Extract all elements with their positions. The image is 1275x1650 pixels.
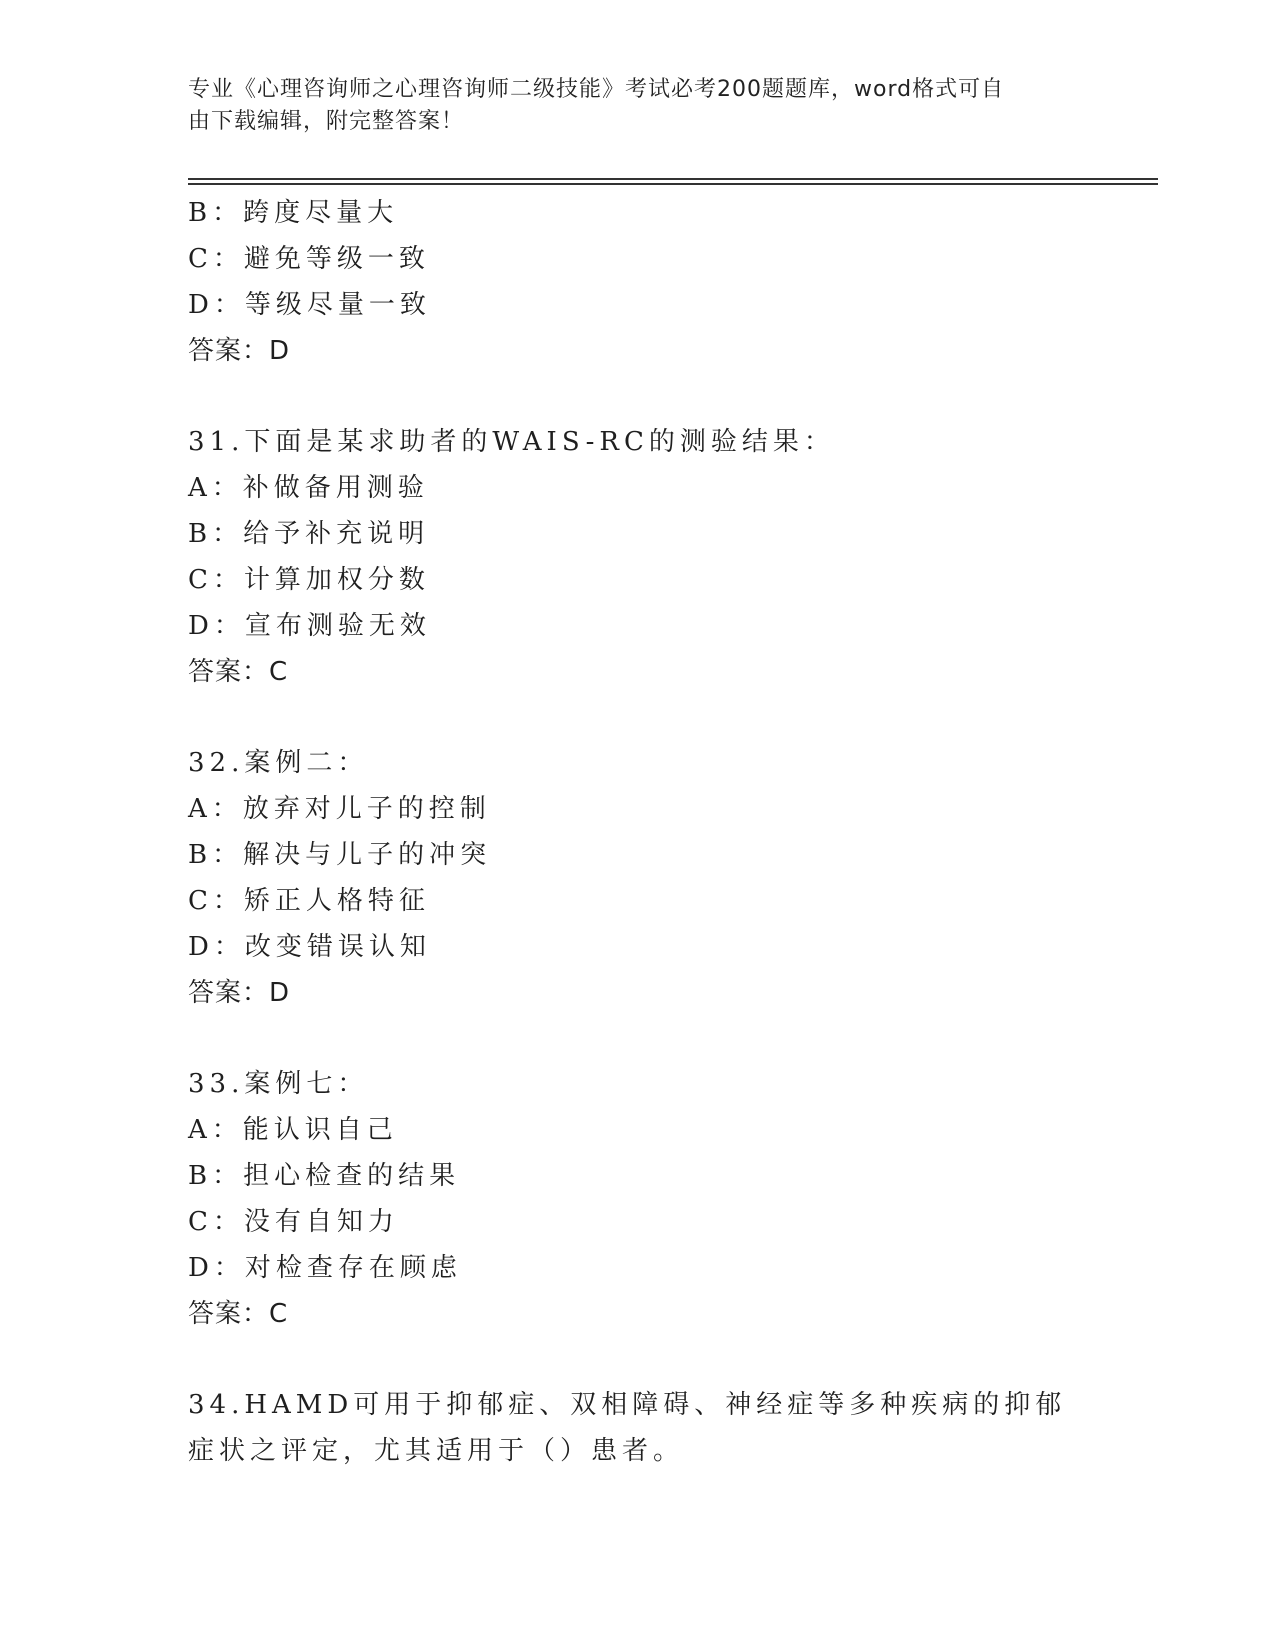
question-stem: 31.下面是某求助者的WAIS-RC的测验结果： (188, 427, 835, 457)
question-list (188, 190, 1088, 1474)
option-c: C：没有自知力 (188, 1207, 399, 1237)
question-stem: 32.案例二： (188, 748, 369, 778)
option-d: D：宣布测验无效 (188, 611, 431, 641)
option-d: D：等级尽量一致 (188, 290, 431, 320)
header-divider-bottom (188, 183, 1158, 185)
question-stem: 33.案例七： (188, 1069, 369, 1099)
option-a: A：补做备用测验 (188, 473, 429, 503)
question-34 (188, 1382, 1088, 1474)
option-b: B：给予补充说明 (188, 519, 430, 549)
header-line-1: 专业《心理咨询师之心理咨询师二级技能》考试必考200题题库，word格式可自 (188, 77, 1005, 102)
option-d: D：改变错误认知 (188, 932, 431, 962)
answer: 答案：C (188, 657, 289, 687)
option-a: A：能认识自己 (188, 1115, 398, 1145)
question-stem: 34.HAMD可用于抑郁症、双相障碍、神经症等多种疾病的抑郁症状之评定，尤其适用于（）患者。 (188, 1390, 1067, 1466)
answer: 答案：D (188, 336, 291, 366)
question-30 (188, 190, 1088, 374)
option-c: C：避免等级一致 (188, 244, 430, 274)
option-b: B：担心检查的结果 (188, 1161, 461, 1191)
option-a: A：放弃对儿子的控制 (188, 794, 491, 824)
answer: 答案：C (188, 1299, 289, 1329)
question-32 (188, 740, 1088, 1016)
option-b: B：解决与儿子的冲突 (188, 840, 492, 870)
option-d: D：对检查存在顾虑 (188, 1253, 462, 1283)
question-31 (188, 419, 1088, 695)
question-33 (188, 1061, 1088, 1337)
answer: 答案：D (188, 978, 291, 1008)
header-line-2: 由下载编辑，附完整答案！ (188, 109, 465, 134)
header-divider-top (188, 178, 1158, 180)
option-c: C：矫正人格特征 (188, 886, 430, 916)
option-c: C：计算加权分数 (188, 565, 430, 595)
option-b: B：跨度尽量大 (188, 198, 399, 228)
document-header (188, 74, 1088, 138)
